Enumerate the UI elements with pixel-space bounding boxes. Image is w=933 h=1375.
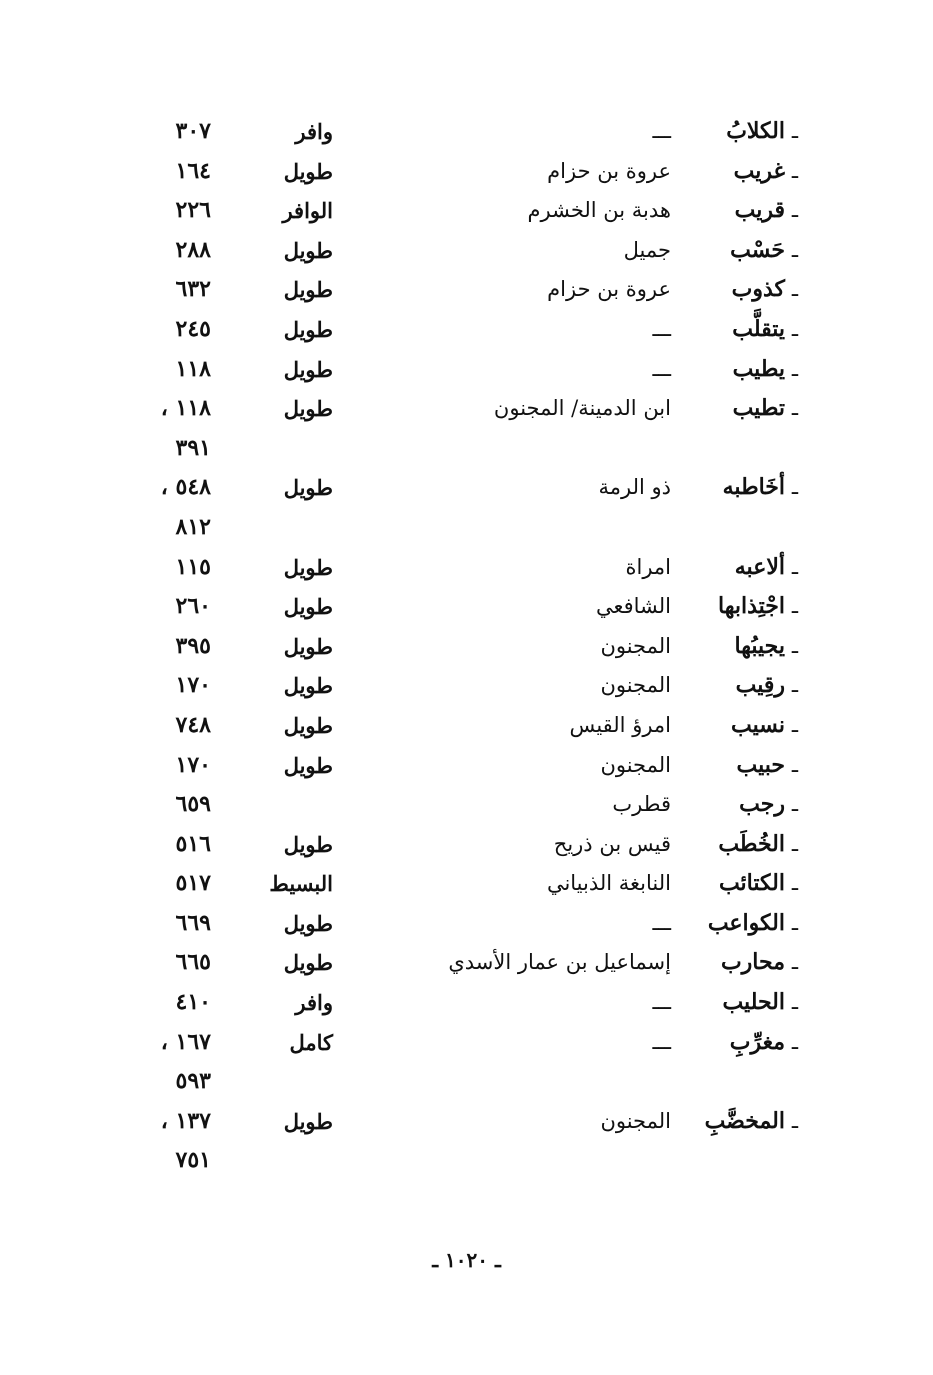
row-dash: ـ bbox=[791, 356, 799, 381]
rhyme-word: نسيب bbox=[731, 711, 785, 738]
index-row-continuation bbox=[0, 1062, 933, 1102]
index-row bbox=[0, 666, 933, 706]
page-reference: ٥٤٨ ، bbox=[160, 474, 211, 501]
page-reference: ٢٨٨ bbox=[175, 236, 211, 263]
row-dash: ـ bbox=[791, 119, 799, 143]
rhyme-word: حَسْب bbox=[730, 236, 785, 263]
page-reference: ٦٦٥ bbox=[175, 949, 211, 976]
index-row bbox=[0, 231, 933, 271]
poetic-meter: البسيط bbox=[269, 871, 333, 897]
page-reference: ٢٤٥ bbox=[175, 315, 211, 342]
poetic-meter: طويل bbox=[283, 594, 333, 620]
index-row-continuation bbox=[0, 429, 933, 469]
poet-name: عروة بن حزام bbox=[547, 277, 671, 302]
poet-name: ذو الرمة bbox=[598, 475, 671, 500]
poet-name: ـــ bbox=[652, 119, 671, 143]
poet-name: هدبة بن الخشرم bbox=[527, 198, 671, 223]
rhyme-word: الكواعب bbox=[707, 909, 785, 936]
poetic-meter: طويل bbox=[283, 831, 333, 857]
row-dash: ـ bbox=[791, 673, 799, 698]
poetic-meter: طويل bbox=[283, 950, 333, 976]
rhyme-word: المخضَّبِ bbox=[704, 1107, 785, 1134]
poetic-meter: طويل bbox=[283, 356, 333, 382]
page-reference: ١١٨ ، bbox=[160, 395, 211, 422]
index-row bbox=[0, 548, 933, 588]
poet-name: ـــ bbox=[652, 910, 671, 935]
poet-name: المجنون bbox=[600, 633, 671, 658]
poet-name: المجنون bbox=[600, 752, 671, 777]
index-row bbox=[0, 706, 933, 746]
row-dash: ـ bbox=[791, 792, 799, 817]
index-row-continuation bbox=[0, 1141, 933, 1181]
poet-name: عروة بن حزام bbox=[547, 158, 671, 183]
page-reference: ٦٥٩ bbox=[175, 791, 211, 818]
rhyme-word: غريب bbox=[733, 157, 785, 184]
page-reference: ٥١٦ bbox=[175, 830, 211, 857]
rhyme-word: اجْتِذابها bbox=[718, 593, 785, 620]
row-dash: ـ bbox=[791, 594, 799, 619]
rhyme-word: رجب bbox=[739, 791, 785, 818]
poetic-meter: طويل bbox=[283, 1108, 333, 1134]
page-reference: ١٦٧ ، bbox=[160, 1028, 211, 1055]
page-reference: ١٣٧ ، bbox=[160, 1107, 211, 1134]
poetic-meter: الوافر bbox=[282, 198, 333, 224]
index-row bbox=[0, 310, 933, 350]
page-reference: ٢٦٠ bbox=[175, 593, 211, 620]
page-reference: ٥٩٣ bbox=[175, 1068, 211, 1095]
poet-name: قطرب bbox=[612, 792, 671, 817]
poet-name: ـــ bbox=[652, 990, 671, 1015]
page-reference: ٣٩١ bbox=[175, 434, 211, 461]
poet-name: المجنون bbox=[600, 673, 671, 698]
row-dash: ـ bbox=[791, 1108, 799, 1133]
row-dash: ـ bbox=[791, 871, 799, 896]
rhyme-word: الكتائب bbox=[718, 870, 785, 897]
index-row bbox=[0, 270, 933, 310]
poetic-meter: طويل bbox=[283, 158, 333, 184]
index-row bbox=[0, 785, 933, 825]
index-row bbox=[0, 825, 933, 865]
page-reference: ٧٤٨ bbox=[175, 711, 211, 738]
page-reference: ١٧٠ bbox=[175, 751, 211, 778]
poetic-meter: كامل bbox=[289, 1029, 333, 1055]
row-dash: ـ bbox=[791, 831, 799, 856]
rhyme-word: محارب bbox=[720, 949, 785, 976]
poet-name: جميل bbox=[623, 237, 671, 262]
row-dash: ـ bbox=[791, 950, 799, 975]
poet-name: إسماعيل بن عمار الأسدي bbox=[448, 950, 671, 975]
page-reference: ٤١٠ bbox=[175, 989, 211, 1016]
poetic-meter: طويل bbox=[283, 910, 333, 936]
row-dash: ـ bbox=[791, 396, 799, 421]
page-reference: ٣٩٥ bbox=[175, 632, 211, 659]
row-dash: ـ bbox=[791, 475, 799, 500]
index-row bbox=[0, 943, 933, 983]
poetic-meter: وافر bbox=[295, 990, 333, 1016]
poetic-meter: طويل bbox=[283, 633, 333, 659]
rhyme-word: الحليب bbox=[722, 989, 785, 1016]
index-row bbox=[0, 864, 933, 904]
rhyme-word: كذوب bbox=[731, 276, 785, 303]
row-dash: ـ bbox=[791, 158, 799, 183]
poetic-meter: وافر bbox=[295, 119, 333, 144]
index-row bbox=[0, 587, 933, 627]
page-reference: ٢٢٦ bbox=[175, 197, 211, 224]
row-dash: ـ bbox=[791, 910, 799, 935]
page-reference: ٥١٧ bbox=[175, 870, 211, 897]
index-row-continuation bbox=[0, 508, 933, 548]
page-reference: ١١٨ bbox=[175, 355, 211, 382]
rhyme-word: قريب bbox=[734, 197, 785, 224]
poet-name: المجنون bbox=[600, 1108, 671, 1133]
row-dash: ـ bbox=[791, 712, 799, 737]
poetic-meter: طويل bbox=[283, 673, 333, 699]
page-reference: ٣٠٧ bbox=[175, 118, 211, 144]
index-row bbox=[0, 191, 933, 231]
page-reference: ٨١٢ bbox=[175, 513, 211, 540]
poetic-meter: طويل bbox=[283, 475, 333, 501]
poetic-meter: طويل bbox=[283, 237, 333, 263]
page-reference: ١٦٤ bbox=[175, 157, 211, 184]
verse-index-list bbox=[0, 112, 933, 1181]
index-row bbox=[0, 152, 933, 192]
poetic-meter: طويل bbox=[283, 712, 333, 738]
row-dash: ـ bbox=[791, 277, 799, 302]
index-row bbox=[0, 112, 933, 152]
rhyme-word: تطيب bbox=[732, 395, 785, 422]
index-row bbox=[0, 389, 933, 429]
index-row bbox=[0, 350, 933, 390]
page-number: ـ ١٠٢٠ ـ bbox=[432, 1248, 501, 1272]
poetic-meter: طويل bbox=[283, 554, 333, 580]
rhyme-word: الخُطَب bbox=[718, 830, 785, 857]
poet-name: الشافعي bbox=[595, 594, 671, 619]
poet-name: امرؤ القيس bbox=[569, 712, 671, 737]
row-dash: ـ bbox=[791, 554, 799, 579]
row-dash: ـ bbox=[791, 633, 799, 658]
page-reference: ١١٥ bbox=[175, 553, 211, 580]
poet-name: ابن الدمينة/ المجنون bbox=[493, 396, 671, 421]
index-row bbox=[0, 1023, 933, 1063]
rhyme-word: يطيب bbox=[732, 355, 785, 382]
poetic-meter: طويل bbox=[283, 316, 333, 342]
page-reference: ٦٣٢ bbox=[175, 276, 211, 303]
index-row bbox=[0, 627, 933, 667]
index-row bbox=[0, 904, 933, 944]
rhyme-word: الكلابُ bbox=[726, 118, 785, 144]
poet-name: ـــ bbox=[652, 356, 671, 381]
poet-name: النابغة الذبياني bbox=[546, 871, 671, 896]
index-row bbox=[0, 746, 933, 786]
poet-name: ـــ bbox=[652, 1029, 671, 1054]
row-dash: ـ bbox=[791, 1029, 799, 1054]
rhyme-word: حبيب bbox=[736, 751, 785, 778]
index-row bbox=[0, 468, 933, 508]
poetic-meter: طويل bbox=[283, 396, 333, 422]
row-dash: ـ bbox=[791, 316, 799, 341]
row-dash: ـ bbox=[791, 752, 799, 777]
index-row bbox=[0, 1102, 933, 1142]
rhyme-word: أخَاطبه bbox=[722, 474, 785, 501]
poet-name: امراة bbox=[625, 554, 671, 579]
rhyme-word: مغرِّبِ bbox=[729, 1028, 785, 1055]
page-reference: ١٧٠ bbox=[175, 672, 211, 699]
rhyme-word: رقِيب bbox=[735, 672, 785, 699]
poetic-meter: طويل bbox=[283, 277, 333, 303]
poet-name: ـــ bbox=[652, 316, 671, 341]
row-dash: ـ bbox=[791, 990, 799, 1015]
row-dash: ـ bbox=[791, 198, 799, 223]
index-row bbox=[0, 983, 933, 1023]
poetic-meter: طويل bbox=[283, 752, 333, 778]
rhyme-word: يتقلَّب bbox=[732, 315, 785, 342]
row-dash: ـ bbox=[791, 237, 799, 262]
page-reference: ٦٦٩ bbox=[175, 909, 211, 936]
rhyme-word: ألاعبه bbox=[734, 553, 785, 580]
poet-name: قيس بن ذريح bbox=[553, 831, 671, 856]
rhyme-word: يجيبُها bbox=[734, 632, 785, 659]
page-reference: ٧٥١ bbox=[175, 1147, 211, 1174]
